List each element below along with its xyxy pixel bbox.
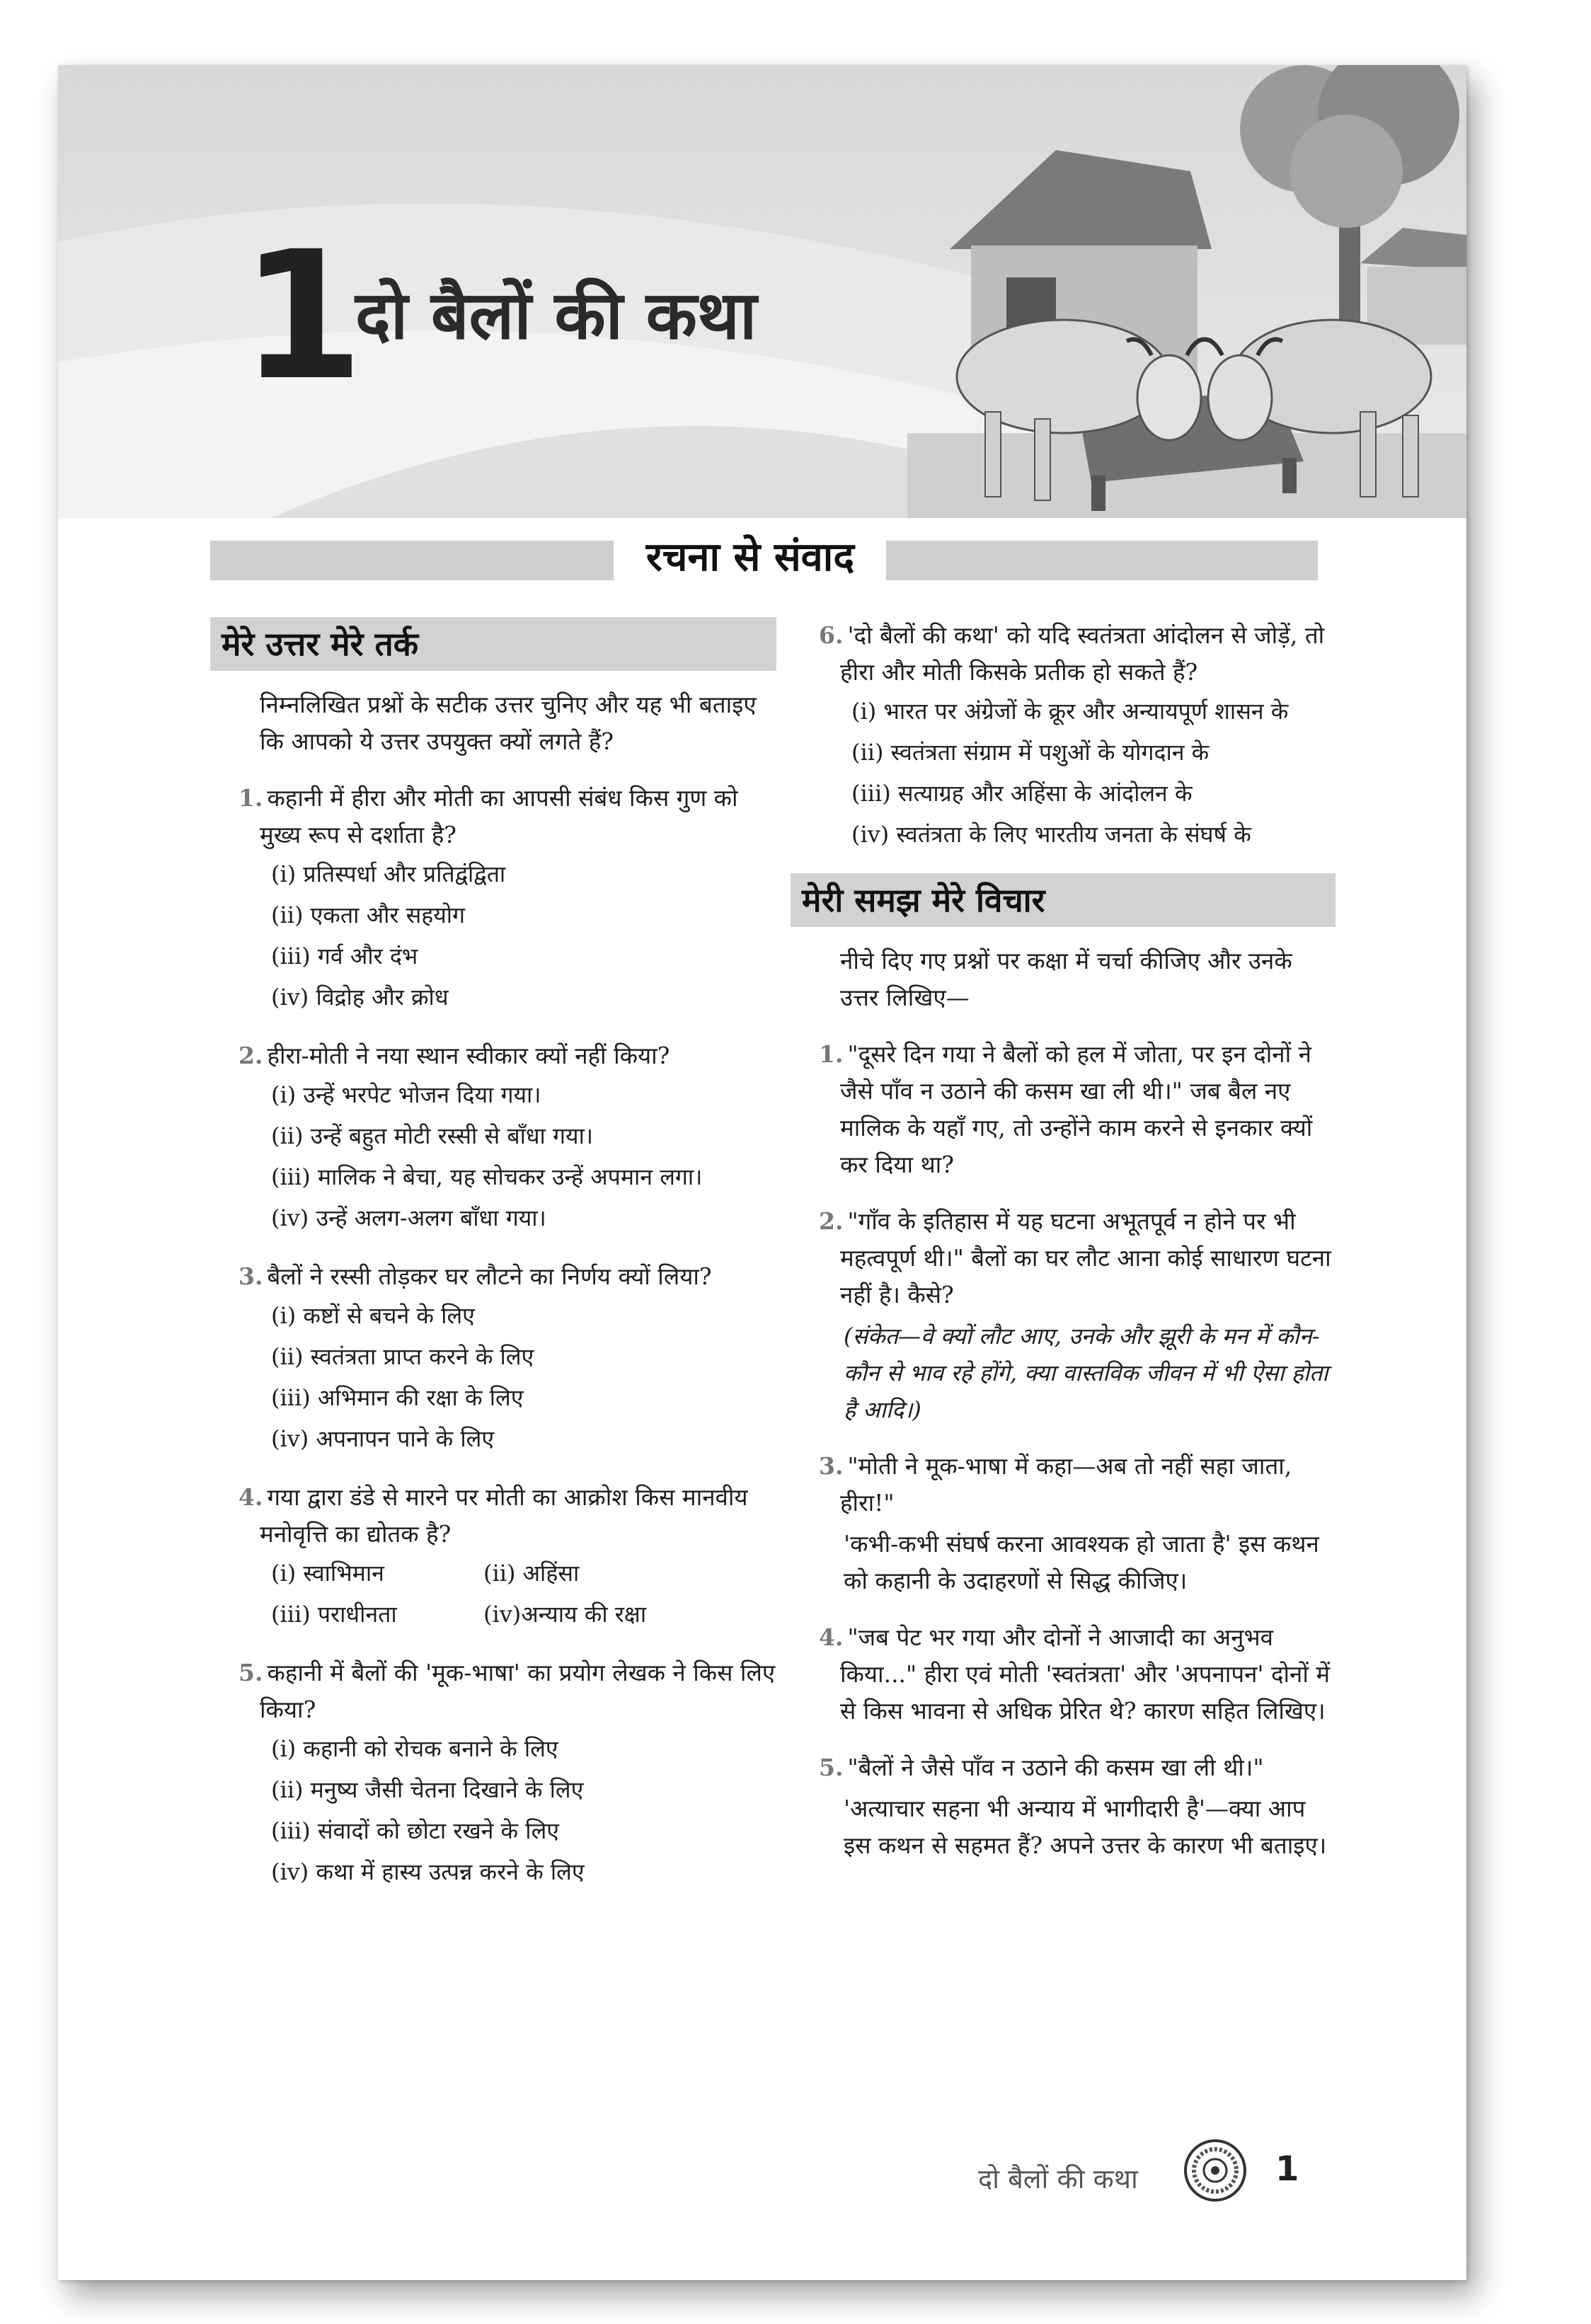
page-number: 1 <box>1275 2149 1299 2189</box>
bullocks-illustration <box>907 65 1466 518</box>
section-bar-left <box>210 541 614 580</box>
question-hint: (संकेत—वे क्यों लौट आए, उनके और झूरी के मन में कौन-कौन से भाव रहे होंगे, क्या वास्तविक जीवन में भी ऐसा होता है आदि।) <box>844 1323 1328 1423</box>
section-title: रचना से संवाद <box>645 534 855 580</box>
question: 2. हीरा-मोती ने नया स्थान स्वीकार क्यों नहीं किया? <box>239 1042 670 1069</box>
option: (iv) स्वतंत्रता के लिए भारतीय जनता के संघर्ष के <box>851 821 1251 848</box>
question: 4. गया द्वारा डंडे से मारने पर मोती का आक्रोश किस मानवीय मनोवृत्ति का द्योतक है? <box>239 1483 748 1548</box>
option: (iv) विद्रोह और क्रोध <box>271 984 449 1011</box>
chapter-number: 1 <box>241 213 364 419</box>
question-block <box>210 780 776 1018</box>
question-block <box>210 1037 776 1238</box>
question: 1. "दूसरे दिन गया ने बैलों को हल में जोता, पर इन दोनों ने जैसे पाँव न उठाने की कसम खा ली थी।" जब बैल नए मालिक के यहाँ गए, तो उन्होंने काम करने से इनकार क्यों कर दिया था? <box>819 1040 1313 1178</box>
question: 3. बैलों ने रस्सी तोड़कर घर लौटने का निर्णय क्यों लिया? <box>239 1262 712 1290</box>
option: (iii) संवादों को छोटा रखने के लिए <box>271 1817 559 1844</box>
option: (i) भारत पर अंग्रेजों के क्रूर और अन्यायपूर्ण शासन के <box>851 698 1289 725</box>
book-page <box>58 65 1466 2280</box>
option: (i) स्वाभिमान <box>271 1560 384 1587</box>
option: (iii) अभिमान की रक्षा के लिए <box>271 1384 524 1411</box>
option: (iv)अन्याय की रक्षा <box>483 1601 647 1628</box>
option: (iv) उन्हें अलग-अलग बाँधा गया। <box>271 1204 546 1231</box>
chapter-banner <box>58 65 1466 518</box>
question-prompt: 'अत्याचार सहना भी अन्याय में भागीदारी है'—क्या आप इस कथन से सहमत हैं? अपने उत्तर के कारण भी बताइए। <box>844 1795 1327 1859</box>
question: 4. "जब पेट भर गया और दोनों ने आजादी का अनुभव किया..." हीरा एवं मोती 'स्वतंत्रता' और 'अपनापन' दोनों में से किस भावना से अधिक प्रेरित थे? कारण सहित लिखिए। <box>819 1623 1331 1725</box>
chapter-title: दो बैलों की कथा <box>355 277 757 355</box>
question: 5. कहानी में बैलों की 'मूक-भाषा' का प्रयोग लेखक ने किस लिए किया? <box>239 1659 776 1723</box>
option: (iii) गर्व और दंभ <box>271 943 418 970</box>
question: 6. 'दो बैलों की कथा' को यदि स्वतंत्रता आंदोलन से जोड़ें, तो हीरा और मोती किसके प्रतीक हो सकते हैं? <box>819 621 1325 686</box>
option: (iii) पराधीनता <box>271 1601 397 1628</box>
question-block <box>210 1258 776 1459</box>
question-block <box>210 1479 776 1635</box>
option: (iv) कथा में हास्य उत्पन्न करने के लिए <box>271 1858 585 1885</box>
option: (i) कष्टों से बचने के लिए <box>271 1302 475 1329</box>
option: (i) उन्हें भरपेट भोजन दिया गया। <box>271 1081 541 1108</box>
footer-chapter-title: दो बैलों की कथा <box>978 2163 1138 2194</box>
question: 5. "बैलों ने जैसे पाँव न उठाने की कसम खा ली थी।" <box>819 1754 1264 1781</box>
option: (iii) मालिक ने बेचा, यह सोचकर उन्हें अपमान लगा। <box>271 1163 703 1190</box>
left-intro: निम्नलिखित प्रश्नों के सटीक उत्तर चुनिए और यह भी बताइए कि आपको ये उत्तर उपयुक्त क्यों लगते हैं? <box>260 691 757 755</box>
question-block <box>791 617 1336 855</box>
question: 3. "मोती ने मूक-भाषा में कहा—अब तो नहीं सहा जाता, हीरा!" <box>819 1452 1292 1517</box>
right-heading: मेरी समझ मेरे विचार <box>791 873 1336 927</box>
option: (ii) स्वतंत्रता प्राप्त करने के लिए <box>271 1343 534 1370</box>
option: (i) प्रतिस्पर्धा और प्रतिद्वंद्विता <box>271 861 506 887</box>
section-bar-right <box>886 541 1318 580</box>
option: (ii) स्वतंत्रता संग्राम में पशुओं के योगदान के <box>851 739 1210 766</box>
option: (ii) मनुष्य जैसी चेतना दिखाने के लिए <box>271 1776 584 1803</box>
left-column <box>210 617 776 1892</box>
option: (iv) अपनापन पाने के लिए <box>271 1425 495 1452</box>
left-heading: मेरे उत्तर मेरे तर्क <box>210 617 776 671</box>
option: (ii) एकता और सहयोग <box>271 902 466 928</box>
question: 2. "गाँव के इतिहास में यह घटना अभूतपूर्व न होने पर भी महत्वपूर्ण थी।" बैलों का घर लौट आना कोई साधारण घटना नहीं है। कैसे? <box>819 1207 1331 1308</box>
right-intro: नीचे दिए गए प्रश्नों पर कक्षा में चर्चा कीजिए और उनके उत्तर लिखिए— <box>840 947 1292 1011</box>
question: 1. कहानी में हीरा और मोती का आपसी संबंध किस गुण को मुख्य रूप से दर्शाता है? <box>239 784 738 849</box>
question-prompt: 'कभी-कभी संघर्ष करना आवश्यक हो जाता है' इस कथन को कहानी के उदाहरणों से सिद्ध कीजिए। <box>844 1530 1319 1594</box>
option-grid <box>210 1553 776 1635</box>
option: (iii) सत्याग्रह और अहिंसा के आंदोलन के <box>851 780 1193 807</box>
option: (i) कहानी को रोचक बनाने के लिए <box>271 1735 558 1762</box>
right-column <box>791 617 1336 1864</box>
question-block <box>210 1655 776 1892</box>
option: (ii) अहिंसा <box>483 1560 580 1587</box>
option: (ii) उन्हें बहुत मोटी रस्सी से बाँधा गया। <box>271 1122 594 1149</box>
mandala-icon <box>1183 2139 1247 2202</box>
